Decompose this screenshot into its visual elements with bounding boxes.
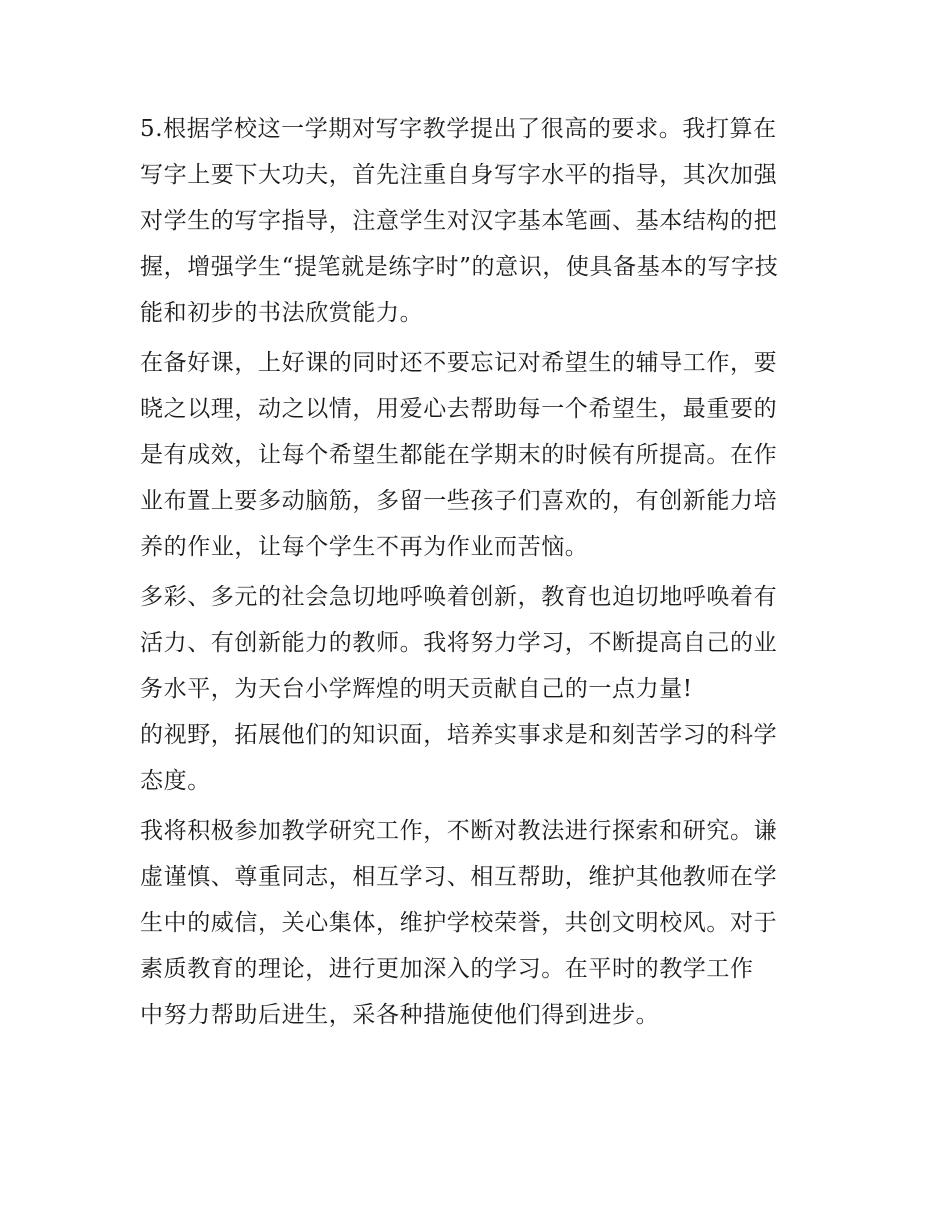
text-line: 多彩、多元的社会急切地呼唤着创新，教育也迫切地呼唤着有	[140, 584, 778, 610]
text-line: 的视野，拓展他们的知识面，培养实事求是和刻苦学习的科学	[140, 722, 778, 748]
document-body	[140, 106, 830, 1038]
text-line: 务水平，为天台小学辉煌的明天贡献自己的一点力量!	[140, 676, 693, 702]
text-line: 业布置上要多动脑筋，多留一些孩子们喜欢的，有创新能力培	[140, 488, 778, 514]
text-line: 5.根据学校这一学期对写字教学提出了很高的要求。我打算在	[140, 116, 777, 142]
paragraph-1	[140, 106, 830, 336]
paragraph-2	[140, 340, 830, 570]
text-line: 虚谨慎、尊重同志，相互学习、相互帮助，维护其他教师在学	[140, 864, 778, 890]
text-line: 中努力帮助后进生，采各种措施使他们得到进步。	[140, 1002, 660, 1028]
text-line: 活力、有创新能力的教师。我将努力学习，不断提高自己的业	[140, 630, 778, 656]
text-line: 对学生的写字指导，注意学生对汉字基本笔画、基本结构的把	[140, 208, 778, 234]
text-line: 我将积极参加教学研究工作，不断对教法进行探索和研究。谦	[140, 818, 778, 844]
text-line: 是有成效，让每个希望生都能在学期末的时候有所提高。在作	[140, 442, 778, 468]
paragraph-5	[140, 808, 830, 1038]
text-line: 态度。	[140, 768, 211, 794]
text-line: 素质教育的理论，进行更加深入的学习。在平时的教学工作	[140, 956, 754, 982]
paragraph-4	[140, 712, 830, 804]
text-line: 在备好课，上好课的同时还不要忘记对希望生的辅导工作，要	[140, 350, 778, 376]
text-line: 生中的威信，关心集体，维护学校荣誉，共创文明校风。对于	[140, 910, 778, 936]
paragraph-3	[140, 574, 830, 712]
text-line: 写字上要下大功夫，首先注重自身写字水平的指导，其次加强	[140, 162, 778, 188]
text-line: 能和初步的书法欣赏能力。	[140, 300, 424, 326]
text-line: 晓之以理，动之以情，用爱心去帮助每一个希望生，最重要的	[140, 396, 778, 422]
text-line: 握，增强学生“提笔就是练字时”的意识，使具备基本的写字技	[140, 254, 779, 280]
text-line: 养的作业，让每个学生不再为作业而苦恼。	[140, 534, 589, 560]
